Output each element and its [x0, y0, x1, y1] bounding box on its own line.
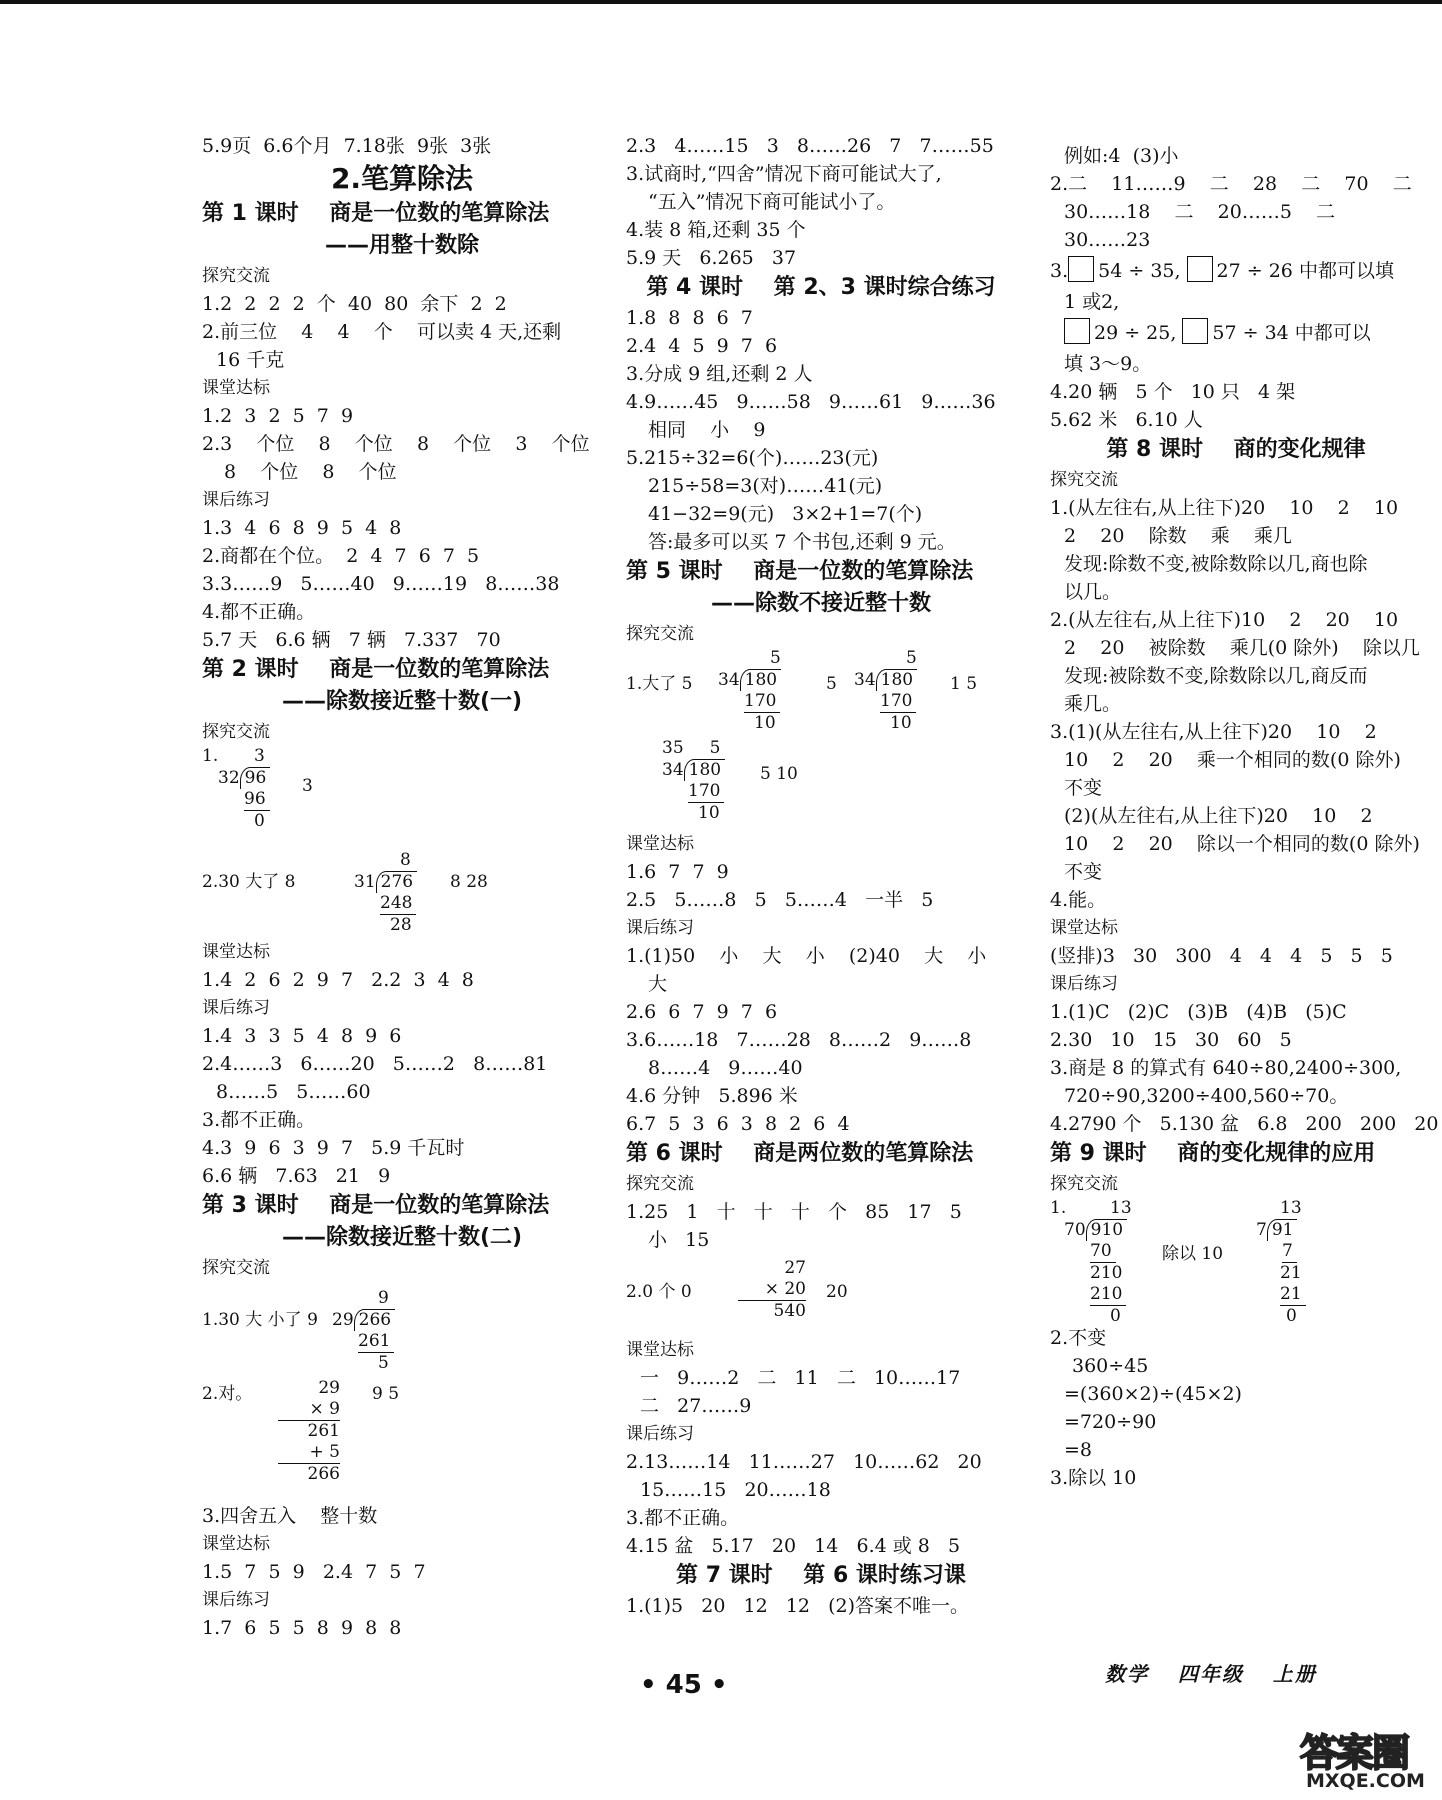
answer-line: 1.7 6 5 5 8 9 8 8: [202, 1617, 402, 1639]
lesson-heading: 第 8 课时 商的变化规律: [1106, 437, 1366, 462]
section-label: 课后练习: [626, 918, 694, 938]
partial-product: 248: [380, 893, 416, 915]
dividend: 910: [1086, 1219, 1127, 1241]
answer-line: [1050, 316, 1422, 350]
answer-line: 3.试商时,“四舍”情况下商可能试大了,: [626, 163, 942, 185]
quotient: 5: [906, 648, 917, 668]
answer-line: “五入”情况下商可能试小了。: [648, 191, 896, 213]
lesson-subheading: ——除数接近整十数(一): [281, 689, 523, 714]
answer-line: 3.商是 8 的算式有 640÷80,2400÷300,: [1050, 1057, 1402, 1079]
section-label: 课后练习: [626, 1424, 694, 1444]
multiplicand: 27: [784, 1258, 806, 1278]
answer-line: 2 20 除数 乘 乘几: [1064, 525, 1292, 547]
dividend: 276: [376, 871, 417, 893]
multiplication-check-block: [202, 1378, 602, 1502]
answer-line: 二 27……9: [640, 1395, 752, 1417]
section-label: 探究交流: [626, 624, 694, 644]
partial-product: 7: [1282, 1241, 1297, 1263]
section-label: 探究交流: [626, 1174, 694, 1194]
lesson-heading: 第 7 课时 第 6 课时练习课: [676, 1563, 966, 1588]
answer-line: 5.62 米 6.10 人: [1050, 409, 1203, 431]
answer-line: 小 15: [648, 1229, 710, 1251]
quotient: 13: [1280, 1198, 1302, 1218]
watermark-logo: [1300, 1722, 1430, 1796]
section-label: 课后练习: [202, 998, 270, 1018]
answer-line: 2.30 10 15 30 60 5: [1050, 1029, 1292, 1051]
lesson-heading: 第 6 课时 商是两位数的笔算除法: [626, 1141, 974, 1166]
answer-line: 大: [648, 973, 668, 995]
answer-line: 3.3……9 5……40 9……19 8……38: [202, 573, 560, 595]
partial-product: 170: [744, 691, 780, 713]
multiplier: × 9: [278, 1399, 340, 1421]
partial-product: 210: [1090, 1284, 1126, 1306]
answer-line: 6.7 5 3 6 3 8 2 6 4: [626, 1113, 850, 1135]
section-label: 课堂达标: [626, 834, 694, 854]
section-label: 课后练习: [1050, 974, 1118, 994]
long-division: [1246, 1198, 1306, 1327]
transform-label: 除以 10: [1162, 1244, 1224, 1264]
remainder: 10: [754, 713, 776, 733]
answer-line: =(360×2)÷(45×2): [1064, 1383, 1242, 1405]
dividend: 180: [684, 759, 725, 781]
answer-line: 1.4 2 6 2 9 7 2.2 3 4 8: [202, 969, 474, 991]
answer-line: 1.3 4 6 8 9 5 4 8: [202, 517, 402, 539]
answer-column-middle: [626, 132, 1016, 1620]
answer-line: 1.2 2 2 2 个 40 80 余下 2 2: [202, 293, 507, 315]
section-label: 课堂达标: [1050, 918, 1118, 938]
answer-line: 相同 小 9: [648, 419, 766, 441]
item-number: 1.30 大 小了 9: [202, 1310, 318, 1330]
answer-line: 215÷58=3(对)……41(元): [648, 475, 883, 497]
long-division: [354, 850, 417, 936]
lesson-heading: 第 5 课时 商是一位数的笔算除法: [626, 559, 974, 584]
section-label: 探究交流: [202, 266, 270, 286]
answer-line: 2.二 11……9 二 28 二 70 二: [1050, 173, 1412, 195]
divisor: 34: [662, 760, 684, 780]
expression: 54 ÷ 35,: [1098, 260, 1181, 282]
partial-product: 21: [1280, 1284, 1306, 1306]
divisor: 32: [218, 768, 240, 788]
answer-line: 10 2 20 除以一个相同的数(0 除外): [1064, 833, 1420, 855]
product: 261: [307, 1421, 340, 1441]
page-number: • 45 •: [640, 1670, 728, 1700]
answer-line: 一 9……2 二 11 二 10……17: [640, 1367, 961, 1389]
answer-line: (竖排)3 30 300 4 4 4 5 5 5: [1050, 945, 1393, 967]
long-division-block: [626, 734, 1016, 830]
answer-line: 2.不变: [1050, 1327, 1107, 1349]
lesson-heading: 第 2 课时 商是一位数的笔算除法: [202, 657, 550, 682]
answer-line: =720÷90: [1064, 1411, 1157, 1433]
remainder: 5: [378, 1353, 389, 1373]
answer-line: 2.6 6 7 9 7 6: [626, 1001, 778, 1023]
answer-line: 乘几。: [1064, 693, 1122, 715]
expression: 57 ÷ 34 中都可以: [1212, 322, 1371, 344]
divisor-prefix: 35: [662, 738, 684, 758]
divisor: 31: [354, 872, 376, 892]
answer-line: 360÷45: [1072, 1355, 1149, 1377]
section-label: 探究交流: [1050, 1174, 1118, 1194]
long-division: [854, 648, 917, 734]
lesson-heading: 第 9 课时 商的变化规律的应用: [1050, 1141, 1376, 1166]
answer-value: 5 10: [760, 764, 798, 784]
answer-value: 8 28: [450, 872, 488, 892]
partial-remainder: 210: [1090, 1263, 1123, 1283]
answer-line: 4.9……45 9……58 9……61 9……36: [626, 391, 996, 413]
answer-line: 720÷90,3200÷400,560÷70。: [1064, 1085, 1349, 1107]
item-number: 1.: [202, 746, 219, 766]
answer-column-right: [1050, 142, 1439, 1492]
answer-line: 8……4 9……40: [648, 1057, 803, 1079]
long-division-block: [202, 1282, 602, 1378]
long-division: [1064, 1198, 1132, 1327]
lesson-subheading: ——用整十数除: [324, 233, 479, 258]
answer-line: 3.分成 9 组,还剩 2 人: [626, 363, 813, 385]
answer-line: 4.都不正确。: [202, 601, 316, 623]
remainder: 28: [390, 915, 412, 935]
answer-line: 2.前三位 4 4 个 可以卖 4 天,还剩: [202, 321, 562, 343]
remainder: 10: [698, 803, 720, 823]
lesson-subheading: ——除数接近整十数(二): [281, 1225, 523, 1250]
long-division-block: [1050, 1198, 1422, 1324]
answer-line: 2.商都在个位。 2 4 7 6 7 5: [202, 545, 480, 567]
answer-line: 以几。: [1064, 581, 1122, 603]
answer-line: 1.6 7 7 9: [626, 861, 729, 883]
answer-line: 4.2790 个 5.130 盆 6.8 200 200 20: [1050, 1113, 1439, 1135]
long-division: [218, 746, 270, 832]
blank-box: [1187, 256, 1213, 282]
dividend: 180: [740, 669, 781, 691]
item-number: 2.0 个 0: [626, 1282, 692, 1302]
answer-line: 16 千克: [216, 349, 285, 371]
answer-line: 15……15 20……18: [640, 1479, 831, 1501]
chapter-title: 2.笔算除法: [330, 162, 474, 195]
long-division: [718, 648, 781, 734]
answer-line: 8 个位 8 个位: [224, 461, 397, 483]
partial-product: 96: [244, 789, 270, 811]
partial-remainder: 21: [1280, 1263, 1302, 1283]
expression: 29 ÷ 25,: [1094, 322, 1177, 344]
answer-line: 例如:4 (3)小: [1064, 145, 1179, 167]
long-division: [332, 1288, 395, 1374]
answer-line: 3.都不正确。: [202, 1109, 316, 1131]
answer-line: 3.都不正确。: [626, 1507, 740, 1529]
answer-line: 发现:被除数不变,除数除以几,商反而: [1064, 665, 1368, 687]
lesson-heading: 第 3 课时 商是一位数的笔算除法: [202, 1193, 550, 1218]
divisor: 34: [854, 670, 876, 690]
divisor: 7: [1256, 1220, 1267, 1240]
answer-line: 5.9 天 6.265 37: [626, 247, 797, 269]
answer-line: 4.15 盆 5.17 20 14 6.4 或 8 5: [626, 1535, 961, 1557]
answer-line: 8……5 5……60: [216, 1081, 371, 1103]
top-border-line: [0, 0, 1442, 4]
watermark-url: MXQE.COM: [1306, 1770, 1425, 1792]
answer-line: 5.9页 6.6个月 7.18张 9张 3张: [202, 135, 492, 157]
answer-line: 1.(1)C (2)C (3)B (4)B (5)C: [1050, 1001, 1347, 1023]
section-label: 探究交流: [202, 1258, 270, 1278]
quotient: 5: [709, 738, 721, 758]
lesson-subheading: ——除数不接近整十数: [710, 591, 931, 616]
quotient: 13: [1110, 1198, 1132, 1218]
answer-line: 不变: [1064, 777, 1103, 799]
vertical-multiplication: [738, 1258, 806, 1322]
answer-line: 30……23: [1064, 229, 1151, 251]
dividend: 96: [240, 767, 271, 789]
long-division-block: [626, 648, 1016, 734]
answer-value: 9 5: [372, 1384, 400, 1404]
answer-line: 41−32=9(元) 3×2+1=7(个): [648, 503, 923, 525]
answer-line: 2.5 5……8 5 5……4 一半 5: [626, 889, 934, 911]
multiplicand: 29: [318, 1378, 340, 1398]
blank-box: [1182, 318, 1208, 344]
section-label: 课后练习: [202, 1590, 270, 1610]
section-label: 探究交流: [1050, 470, 1118, 490]
remainder: 10: [890, 713, 912, 733]
addend: + 5: [278, 1442, 340, 1464]
partial-product: 170: [880, 691, 916, 713]
answer-line: 2.3 个位 8 个位 8 个位 3 个位: [202, 433, 590, 455]
section-label: 课后练习: [202, 490, 270, 510]
divisor: 34: [718, 670, 740, 690]
sum: 266: [307, 1464, 340, 1484]
lesson-heading: 第 4 课时 第 2、3 课时综合练习: [646, 275, 996, 300]
item-number: 1.: [1050, 1198, 1067, 1218]
answer-line: 3. 54 ÷ 35, 27 ÷ 26 中都可以填: [1050, 254, 1422, 288]
quotient: 9: [378, 1288, 389, 1308]
answer-line: 3.(1)(从左往右,从上往下)20 10 2: [1050, 721, 1377, 743]
expression: 27 ÷ 26 中都可以填: [1216, 260, 1394, 282]
blank-box: [1068, 256, 1094, 282]
answer-line: 3.6……18 7……28 8……2 9……8: [626, 1029, 972, 1051]
lesson-heading: 第 1 课时 商是一位数的笔算除法: [202, 201, 550, 226]
answer-line: 答:最多可以买 7 个书包,还剩 9 元。: [648, 531, 956, 553]
answer-line: 2.4……3 6……20 5……2 8……81: [202, 1053, 548, 1075]
answer-line: 4.装 8 箱,还剩 35 个: [626, 219, 806, 241]
section-label: 课堂达标: [626, 1340, 694, 1360]
answer-line: 3.除以 10: [1050, 1467, 1137, 1489]
quotient: 8: [400, 850, 411, 870]
remainder: 0: [1110, 1306, 1121, 1326]
dividend: 266: [354, 1309, 395, 1331]
answer-line: 10 2 20 乘一个相同的数(0 除外): [1064, 749, 1401, 771]
multiplication-block: [626, 1254, 1016, 1336]
partial-product: 70: [1090, 1241, 1116, 1263]
divisor: 29: [332, 1310, 354, 1330]
long-division-block: [202, 842, 602, 938]
answer-line: 1.2 3 2 5 7 9: [202, 405, 354, 427]
answer-value: 5: [826, 674, 837, 694]
divisor: 70: [1064, 1220, 1086, 1240]
answer-line: 2.3 4……15 3 8……26 7 7……55: [626, 135, 994, 157]
answer-line: 1.(从左往右,从上往下)20 10 2 10: [1050, 497, 1399, 519]
answer-line: 2.13……14 11……27 10……62 20: [626, 1451, 982, 1473]
blank-box: [1064, 318, 1090, 344]
vertical-multiplication: [278, 1378, 340, 1485]
answer-value: 20: [826, 1282, 848, 1302]
answer-line: 2.(从左往右,从上往下)10 2 20 10: [1050, 609, 1399, 631]
answer-line: 1.4 3 3 5 4 8 9 6: [202, 1025, 402, 1047]
answer-line: 4.6 分钟 5.896 米: [626, 1085, 798, 1107]
answer-line: 1 或2,: [1064, 291, 1120, 313]
answer-line: =8: [1064, 1439, 1093, 1461]
dividend: 91: [1267, 1219, 1298, 1241]
item-number: 2.对。: [202, 1384, 253, 1404]
dividend: 180: [876, 669, 917, 691]
multiplier: × 20: [738, 1279, 806, 1301]
section-label: 课堂达标: [202, 942, 270, 962]
watermark-text: 答案圈: [1300, 1731, 1409, 1775]
answer-line: 5.215÷32=6(个)……23(元): [626, 447, 879, 469]
answer-line: 2 20 被除数 乘几(0 除外) 除以几: [1064, 637, 1420, 659]
long-division-block: [202, 746, 602, 842]
long-division: [662, 738, 725, 824]
answer-line: 30……18 二 20……5 二: [1064, 201, 1336, 223]
item-number: 2.30 大了 8: [202, 872, 296, 892]
answer-line: 1.5 7 5 9 2.4 7 5 7: [202, 1561, 426, 1583]
answer-line: 1.8 8 8 6 7: [626, 307, 753, 329]
section-label: 课堂达标: [202, 378, 270, 398]
answer-column-left: [202, 132, 602, 1642]
product: 540: [773, 1301, 806, 1321]
answer-line: 4.能。: [1050, 889, 1107, 911]
answer-value: 1 5: [950, 674, 978, 694]
answer-line: 4.3 9 6 3 9 7 5.9 千瓦时: [202, 1137, 465, 1159]
section-label: 探究交流: [202, 722, 270, 742]
answer-line: 不变: [1064, 861, 1103, 883]
answer-line: 4.20 辆 5 个 10 只 4 架: [1050, 381, 1296, 403]
answer-line: 5.7 天 6.6 辆 7 辆 7.337 70: [202, 629, 501, 651]
quotient: 5: [770, 648, 781, 668]
remainder: 0: [254, 811, 265, 831]
answer-line: 1.(1)50 小 大 小 (2)40 大 小: [626, 945, 987, 967]
remainder: 0: [1286, 1306, 1297, 1326]
partial-product: 170: [688, 781, 724, 803]
book-footer: 数学 四年级 上册: [1105, 1662, 1317, 1686]
quotient: 3: [254, 746, 265, 766]
answer-line: 1.25 1 十 十 十 个 85 17 5: [626, 1201, 962, 1223]
answer-line: 6.6 辆 7.63 21 9: [202, 1165, 391, 1187]
partial-product: 261: [358, 1331, 394, 1353]
section-label: 课堂达标: [202, 1534, 270, 1554]
item-number: 1.大了 5: [626, 674, 693, 694]
answer-line: 1.(1)5 20 12 12 (2)答案不唯一。: [626, 1595, 970, 1617]
answer-line: (2)(从左往右,从上往下)20 10 2: [1064, 805, 1373, 827]
answer-line: 3.四舍五入 整十数: [202, 1505, 378, 1527]
answer-line: 2.4 4 5 9 7 6: [626, 335, 778, 357]
answer-line: 发现:除数不变,被除数除以几,商也除: [1064, 553, 1368, 575]
answer-value: 3: [302, 776, 313, 796]
answer-line: 填 3～9。: [1064, 353, 1152, 375]
